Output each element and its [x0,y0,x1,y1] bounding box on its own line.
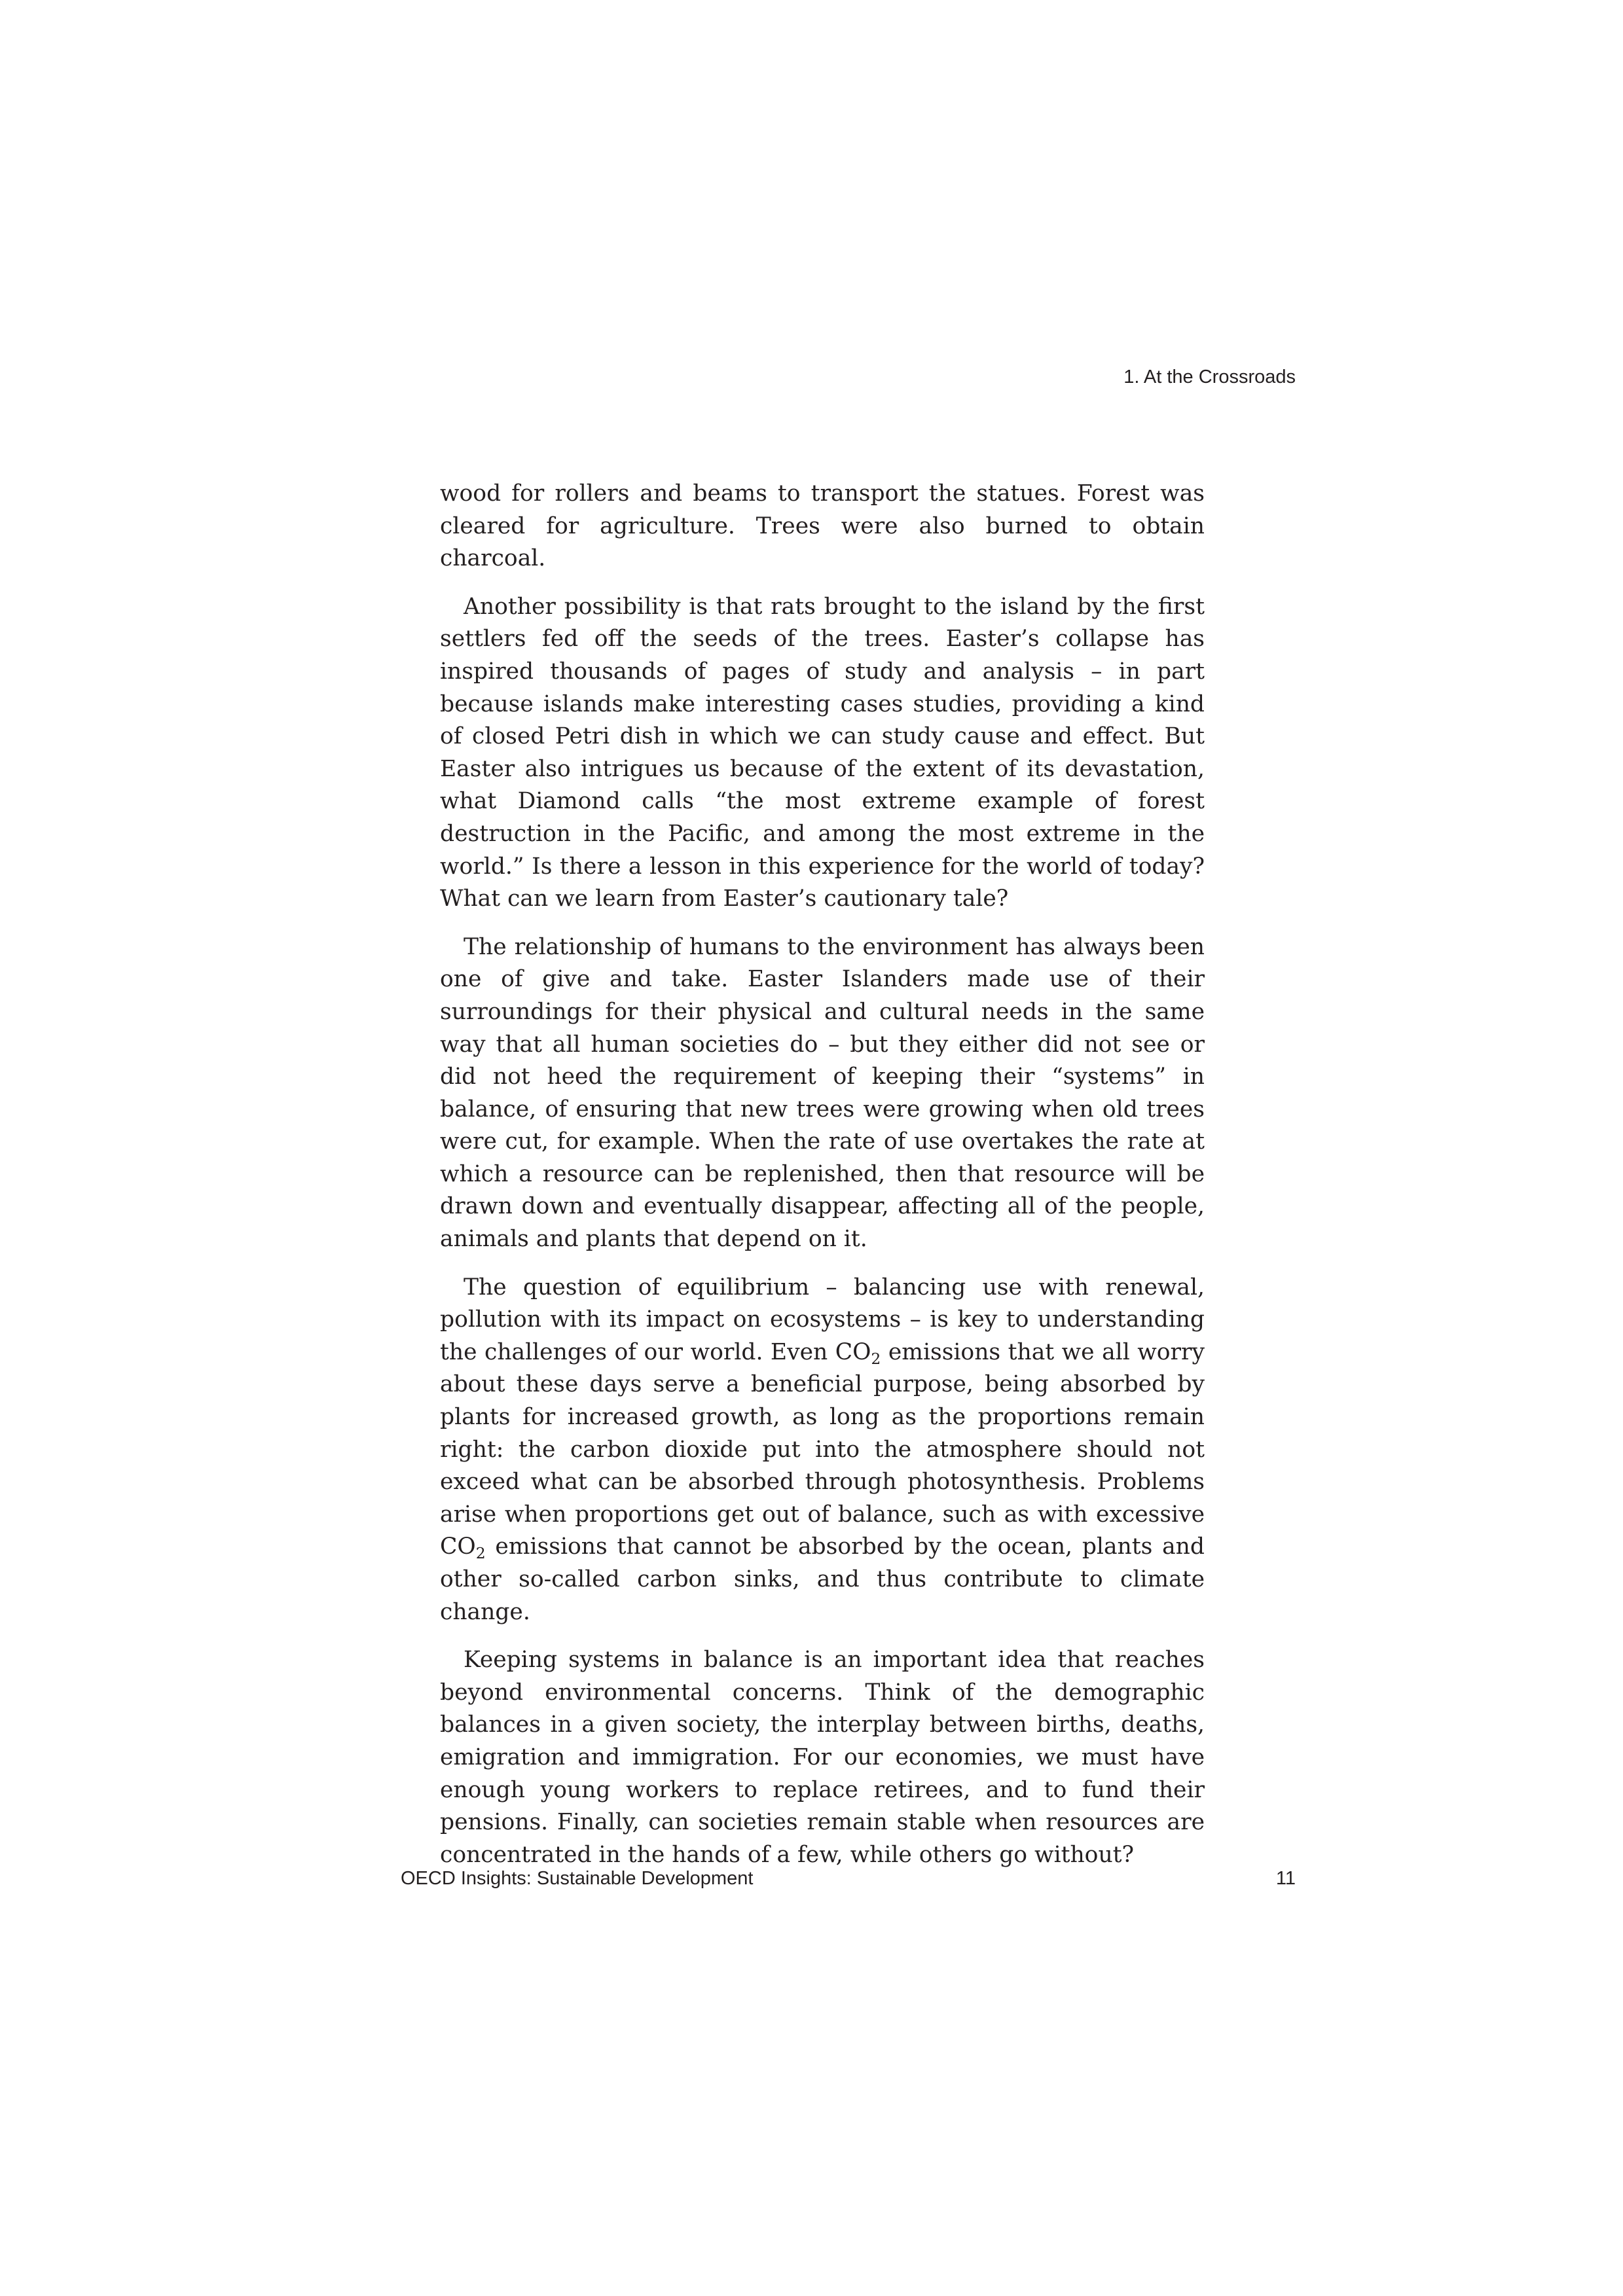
paragraph-2: Another possibility is that rats brought to the island by the first settlers fed off the seeds of the trees. Easter’s collapse has inspired thousands of pages of study and analysis – in part because islands make interesting cases studies, providing a kind of closed Petri dish in which we can study cause and effect. But Easter also intrigues us because of the extent of its devastation, what Diamond calls “the most extreme example of forest destruction in the Pacific, and among the most extreme in the world.” Is there a lesson in this experience for the world of today? What can we learn from Easter’s cautionary tale? [440,593,1205,912]
page-footer [401,1868,1296,1890]
co2-subscript: 2 [475,1544,486,1563]
paragraph-4-part-2: emissions that we all worry about these days serve a beneficial purpose, being absorbed by plants for increased growth, as long as the proportions remain right: the carbon dioxide put into the atmosphere should not exceed what can be absorbed through photosynthesis. Problems arise when proportions get out of balance, such as with excessive CO [440,1338,1205,1560]
paragraph-3: The relationship of humans to the environment has always been one of give and take. Easter Islanders made use of their surroundings for their physical and cultural needs in the same way that all human societies do – but they either did not see or did not heed the requirement of keeping their “systems” in balance, of ensuring that new trees were growing when old trees were cut, for example. When the rate of use overtakes the rate at which a resource can be replenished, then that resource will be drawn down and eventually disappear, affecting all of the people, animals and plants that depend on it. [440,933,1205,1253]
paragraph-4-part-1: The question of equilibrium – balancing use with renewal, pollution with its impact on ecosystems – is key to understanding the challenges of our world. Even CO [440,1274,1205,1365]
co2-subscript: 2 [871,1349,881,1368]
publication-title: OECD Insights: Sustainable Development [401,1868,754,1889]
paragraph-4 [440,1272,1205,1629]
paragraph-5: Keeping systems in balance is an important idea that reaches beyond environmental concerns. Think of the demographic balances in a given society, the interplay between births, deaths, emigration and immigration. For our economies, we must have enough young workers to replace retirees, and to fund their pensions. Finally, can societies remain stable when resources are concentrated in the hands of a few, while others go without? [440,1647,1205,1868]
running-head: 1. At the Crossroads [1123,367,1296,387]
page-number: 11 [1275,1868,1296,1889]
paragraph-1: wood for rollers and beams to transport the statues. Forest was cleared for agriculture. Trees were also burned to obtain charcoal. [440,480,1205,572]
paragraph-4-part-3: emissions that cannot be absorbed by the ocean, plants and other so-called carbon sinks, and thus contribute to climate change. [440,1534,1205,1625]
body-text [440,478,1205,1887]
